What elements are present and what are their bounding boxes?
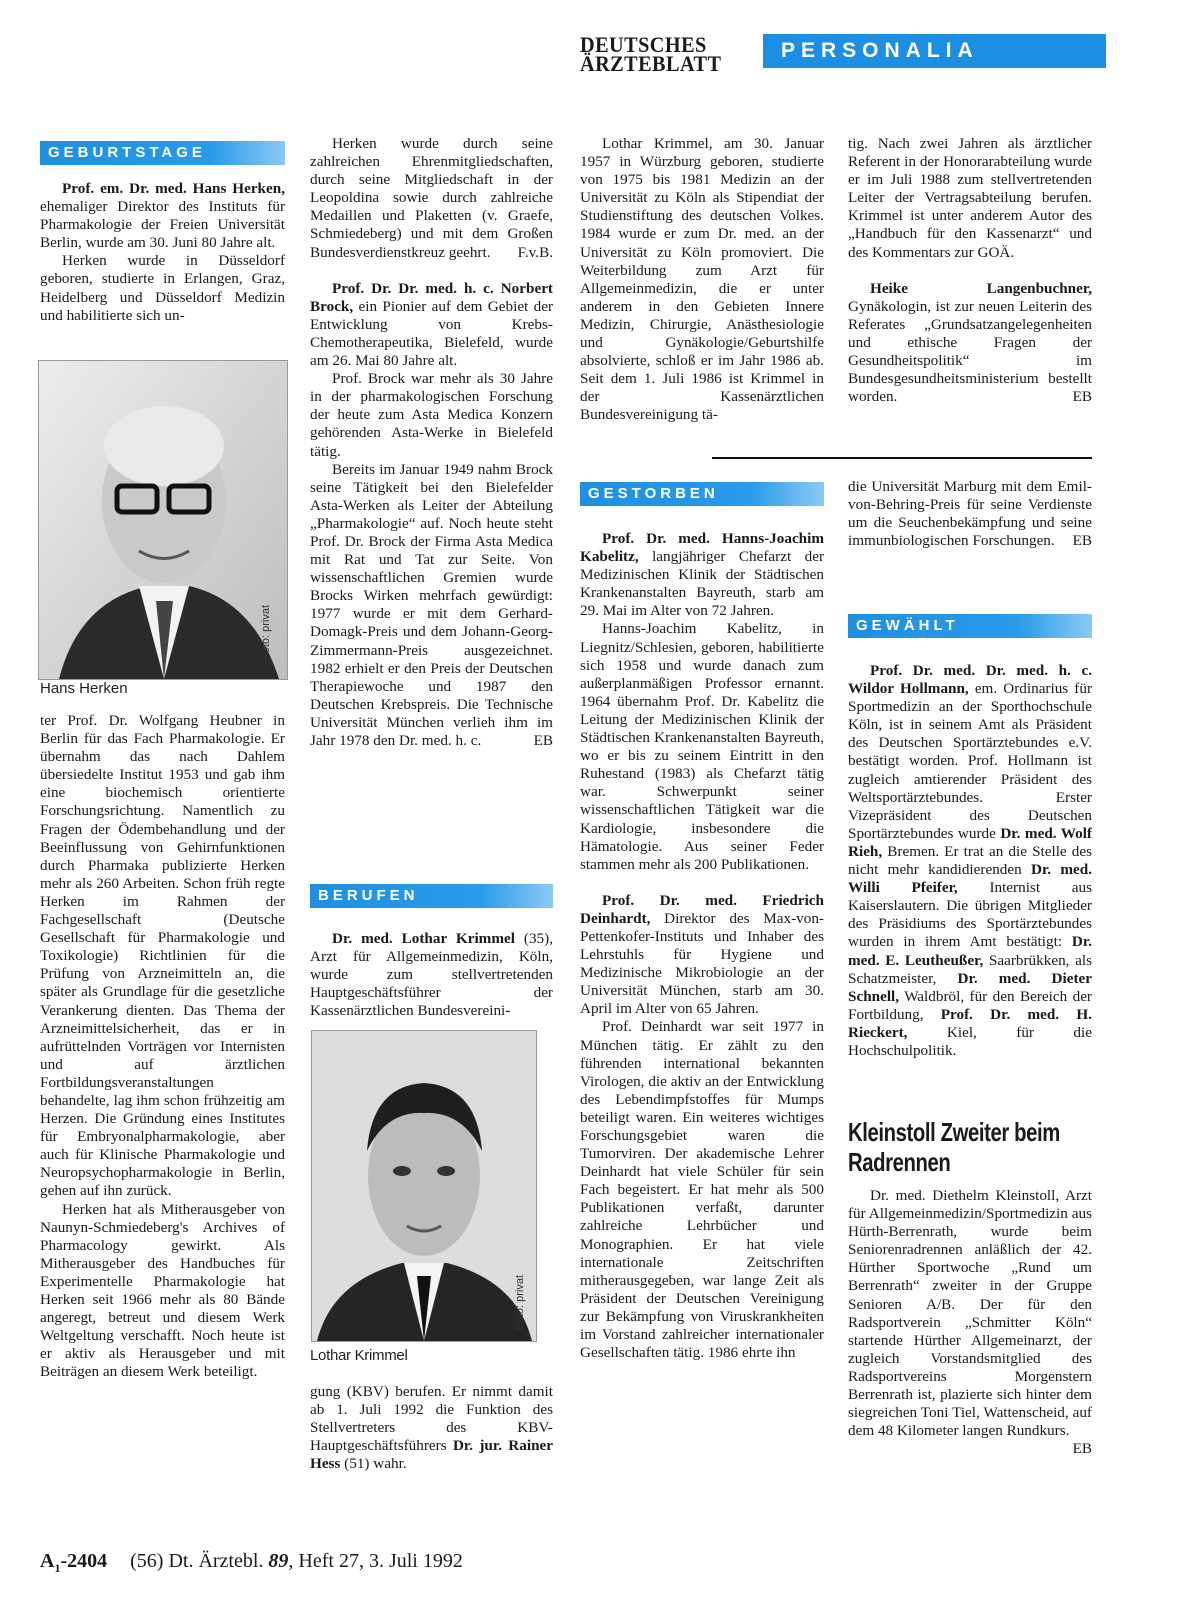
paragraph-text: Direktor des Max-von-Pettenkofer-Instituts und Inhaber des Lehrstuhls für Hygiene und Medizinische Mikrobiologie an der Universität München, starb am 30. April im Alter von 65 Jahren. (580, 909, 824, 1018)
citation-text: , Heft 27, 3. Juli 1992 (288, 1550, 463, 1572)
paragraph: Lothar Krimmel, am 30. Januar 1957 in Würzburg geboren, studierte von 1975 bis 1981 Medizin an der Universität zu Köln als Stipendiat der Studienstiftung des deutschen Volkes. 1984 wurde er zum Dr. med. an der Universität zu Köln promoviert. Die Weiterbildung zum Arzt für Allgemeinmedizin, die er unter anderem in den Gebieten Innere Medizin, Chirurgie, Anästhesiologie und Gynäkologie/Geburtshilfe absolvierte, schloß er im Jahr 1986 ab. Seit dem 1. Juli 1986 ist Krimmel in der Kassenärztlichen Bundesvereinigung tä- (580, 135, 824, 424)
paragraph (580, 530, 824, 620)
paragraph-text: Bremen. Er trat an die Stelle des nicht mehr kandidierenden (848, 842, 1092, 879)
author-signature: EB (533, 732, 553, 749)
paragraph-text: Herken wurde durch seine zahlreichen Ehrenmitgliedschaften, durch seine Mitgliedschaft in der Leopoldina sowie durch zahlreiche Medaillen und Plaketten (v. Graefe, Schmiedeberg) und mit dem Großen Bundesverdienstkreuz geehrt. (310, 135, 553, 261)
person-name: Prof. Dr. med. H. Rieckert, (848, 1005, 1092, 1041)
paragraph-text: Gynäkologin, ist zur neuen Leiterin des Referates „Grundsatzangelegenheiten und ethische Fragen der Gesundheitspolitik“ im Bundesgesundheitsministerium bestellt worden. (848, 297, 1092, 406)
portrait-image (312, 1031, 536, 1341)
divider-rule (712, 457, 1092, 459)
section-label: BERUFEN (318, 887, 419, 904)
paragraph (310, 461, 553, 751)
masthead-line2: ÄRZTEBLATT (580, 51, 722, 76)
person-name: Dr. med. Wolf Rieh, (848, 824, 1092, 860)
person-name: Dr. med. Dieter Schnell, (848, 969, 1093, 1005)
section-bar-berufen (310, 884, 553, 908)
paragraph (310, 280, 553, 370)
paragraph (848, 662, 1092, 1060)
paragraph (310, 1383, 553, 1473)
column-1-bottom (40, 712, 285, 1381)
section-label: GESTORBEN (588, 485, 719, 502)
paragraph (310, 135, 553, 262)
citation-text: (56) Dt. Ärztebl. (130, 1550, 269, 1572)
paragraph: Herken wurde in Düsseldorf geboren, studierte in Erlangen, Graz, Heidelberg und Düsseldorf Medizin und habilitierte sich un- (40, 252, 285, 324)
paragraph (848, 280, 1092, 407)
paragraph: ter Prof. Dr. Wolfgang Heubner in Berlin für das Fach Pharmakologie. Er übernahm das nach Dahlem übersiedelte Institut 1953 und gab ihm eine biochemisch orientierte Forschungsrichtung. Namentlich zu Fragen der Ödembehandlung und der Beeinflussung von Gehirnfunktionen durch Pharmaka publizierte Herken mehr als 260 Arbeiten. Schon früh regte Herken im Rahmen der Fachgesellschaft (Deutsche Gesellschaft für Pharmakologie und Toxikologie) Richtlinien für die Prüfung von Arzneimitteln an, die später als Grundlage für die gesetzliche Verankerung dienten. Das Thema der Arzneimittelsicherheit, das er in aufrüttelnden Vorträgen vor Internisten und auf ärztlichen Fortbildungsveranstaltungen behandelte, lag ihm schon frühzeitig am Herzen. Die Gründung eines Institutes für Embryonalpharmakologie, aber auch für Klinische Pharmakologie und Neuropsychopharmakologie in Berlin, gehen auf ihn zurück. (40, 712, 285, 1200)
paragraph-text: (51) wahr. (340, 1455, 407, 1473)
page-subscript: 1 (54, 1561, 61, 1575)
paragraph: Prof. Deinhardt war seit 1977 in München tätig. Er zählt zu den führenden international bekannten Virologen, die aktiv an der Entwicklung des Lebendimpfstoffes für Mumps beteiligt waren. Ein weiteres wichtiges Forschungsgebiet waren die Tumorviren. Der akademische Lehrer Deinhardt hat viele Schüler für sein Fach begeistert. Er hat mehr als 500 Publikationen verfaßt, darunter zahlreiche Lehrbücher und Monographien. Er hat viele internationale Zeitschriften mitherausgegeben, war lange Zeit als Präsident der Deutschen Vereinigung zur Bekämpfung von Viruskrankheiten im Vorstand zahlreicher internationaler Gesellschaften tätig. 1986 ehrte ihn (580, 1018, 824, 1362)
paragraph (848, 1187, 1092, 1458)
paragraph-text: Bereits im Januar 1949 nahm Brock seine Tätigkeit bei den Bielefelder Asta-Werken als Leiter der Abteilung „Pharmakologie“ auf. Noch heute steht Prof. Dr. Brock der Firma Asta Medica mit Rat und Tat zur Seite. Von wissenschaftlichen Gremien wurde Brocks Wirken mehrfach gewürdigt: 1977 wurde er mit dem Gerhard-Domagk-Preis und dem Johann-Georg-Zimmermann-Preis ausgezeichnet. 1982 erhielt er den Preis der Deutschen Therapiewoche und 1987 den Deutschen Krebspreis. Die Technische Universität München verlieh ihm im Jahr 1978 den Dr. med. h. c. (310, 460, 553, 749)
portrait-image (39, 361, 287, 679)
person-name: Dr. med. Lothar Krimmel (332, 930, 515, 947)
photo-hans-herken (38, 360, 288, 680)
paragraph-text: Saarbrükken, als Schatzmeister, (848, 951, 1093, 987)
paragraph (580, 892, 824, 1019)
column-4-continuation (848, 478, 1092, 550)
section-header-personalia (763, 34, 1106, 68)
author-signature: EB (1072, 388, 1092, 406)
person-name: Dr. jur. Rainer Hess (310, 1437, 553, 1473)
person-name: Dr. med. Willi Pfeifer, (848, 861, 1092, 897)
paragraph-text: gung (KBV) berufen. Er nimmt damit ab 1. Juli 1992 die Funktion des Stellvertreters des KBV-Hauptgeschäftsführers (310, 1383, 553, 1455)
paragraph-text: Waldbröl, für den Bereich der Fortbildung, (848, 987, 1092, 1023)
section-bar-gewaehlt (848, 614, 1092, 638)
article-headline: Kleinstoll Zweiter beim Radrennen (848, 1117, 1060, 1177)
photo-caption: Lothar Krimmel (310, 1347, 408, 1364)
person-name: Prof. Dr. Dr. med. h. c. Norbert Brock, (310, 279, 553, 315)
person-name: Prof. Dr. med. Friedrich Deinhardt, (580, 891, 824, 927)
column-1-top (40, 180, 285, 325)
journal-masthead (580, 32, 722, 76)
column-2-top (310, 135, 553, 750)
person-name: Prof. Dr. med. Dr. med. h. c. Wildor Hollmann, (848, 662, 1092, 698)
person-name: Heike Langenbuchner, (870, 279, 1092, 297)
paragraph-text: die Universität Marburg mit dem Emil-von-Behring-Preis für seine Verdienste um die Seuchenbekämpfung und seine immunbiologischen Forschungen. (848, 478, 1092, 550)
section-header-label: PERSONALIA (781, 39, 979, 62)
masthead-line1: DEUTSCHES (580, 32, 707, 57)
section-bar-gestorben (580, 482, 824, 506)
paragraph-text: Kiel, für die Hochschulpolitik. (848, 1023, 1092, 1059)
paragraph (848, 478, 1092, 550)
paragraph (40, 180, 285, 252)
page-footer (40, 1550, 463, 1576)
paragraph-text: em. Ordinarius für Sportmedizin an der Sporthochschule Köln, ist in seinem Amt als Präsident des Deutschen Sportärztebundes e.V. bestätigt worden. Prof. Hollmann ist zugleich amtierender Präsident des Weltsportärztebundes. Erster Vizepräsident des Deutschen Sportärztebundes wurde (848, 680, 1093, 842)
paragraph: Prof. Brock war mehr als 30 Jahre in der pharmakologischen Forschung der heute zum Asta Medica Konzern gehörenden Asta-Werke in Bielefeld tätig. (310, 370, 553, 460)
person-name: Dr. med. E. Leutheußer, (848, 933, 1092, 969)
paragraph-text: langjähriger Chefarzt der Medizinischen Klinik der Städtischen Krankenanstalten Bayreuth, starb am 29. Mai im Alter von 72 Jahren. (580, 548, 824, 620)
photo-lothar-krimmel (311, 1030, 537, 1342)
paragraph (310, 930, 553, 1020)
paragraph: Hanns-Joachim Kabelitz, in Liegnitz/Schlesien, geboren, habilitierte sich 1958 und wurde danach zum außerplanmäßigen Professor ernannt. 1964 übernahm Prof. Dr. Kabelitz die Leitung der Medizinischen Klinik der Städtischen Krankenanstalten Bayreuth, wo er bis zu seinem Eintritt in den Ruhestand (1983) als Chefarzt tätig war. Schwerpunkt seiner wissenschaftlichen Tätigkeit war die Kardiologie, insbesondere die Hämatologie. Aus seiner Feder stammen mehr als 200 Publikationen. (580, 620, 824, 873)
column-3-top (580, 135, 824, 425)
column-4-bottom (848, 1187, 1092, 1458)
page-number: -2404 (60, 1550, 108, 1572)
paragraph-text: (35), Arzt für Allgemeinmedizin, Köln, wurde zum stellvertretenden Hauptgeschäftsführer der Kassenärztlichen Bundesvereini- (310, 930, 553, 1020)
author-signature: F.v.B. (517, 243, 553, 261)
paragraph-text: ehemaliger Direktor des Instituts für Pharmakologie der Freien Universität Berlin, wurde am 30. Juni 80 Jahre alt. (40, 198, 285, 252)
column-2-middle (310, 930, 553, 1020)
section-label: GEWÄHLT (856, 617, 959, 634)
photo-credit: Foto: privat (514, 1274, 526, 1330)
section-bar-geburtstage (40, 141, 285, 165)
column-3-bottom (580, 530, 824, 1362)
column-4-top (848, 135, 1092, 406)
person-name: Prof. em. Dr. med. Hans Herken, (62, 180, 285, 197)
paragraph-text: Dr. med. Diethelm Kleinstoll, Arzt für Allgemeinmedizin/Sportmedizin aus Hürth-Berrenrath, wurde beim Seniorenradrennen anläßlich der 42. Hürther Sportwoche „Rund um Berrenrath“ zweiter in der Gruppe Senioren A/B. Der für den Radsportverein „Schmitter Köln“ startende Hürther Allgemeinarzt, der zugleich Vorstandsmitglied des Radsportvereins Morgenstern Berrenrath ist, plazierte sich hinter dem siegreichen Toni Tiel, Wattenscheid, auf dem 48 Kilometer langen Rundkurs. (848, 1187, 1092, 1440)
column-2-bottom (310, 1383, 553, 1473)
column-4-middle (848, 662, 1092, 1060)
photo-caption: Hans Herken (40, 680, 128, 697)
paragraph: tig. Nach zwei Jahren als ärztlicher Referent in der Honorarabteilung wurde er im Juli 1988 zum stellvertretenden Leiter der Vertragsabteilung berufen. Krimmel ist unter anderem Autor des „Handbuch für den Kassenarzt“ und des Kommentars zur GOÄ. (848, 135, 1092, 261)
author-signature: EB (1072, 532, 1092, 550)
section-label: GEBURTSTAGE (48, 144, 206, 161)
paragraph-text: ein Pionier auf dem Gebiet der Entwicklung von Krebs-Chemotherapeutika, Bielefeld, wurde am 26. Mai 80 Jahre alt. (310, 297, 553, 370)
person-name: Prof. Dr. med. Hanns-Joachim Kabelitz, (580, 530, 824, 566)
page-prefix: A (40, 1550, 55, 1572)
photo-credit: Foto: privat (260, 604, 272, 660)
paragraph-text: Internist aus Kaiserslautern. Die übrigen Mitglieder des Präsidiums des Sportärztebundes wurden in ihrem Amt bestätigt: (848, 879, 1092, 951)
volume-number: 89 (268, 1550, 289, 1572)
paragraph: Herken hat als Mitherausgeber von Naunyn-Schmiedeberg's Archives of Pharmacology gewirkt. Als Mitherausgeber des Handbuches für Experimentelle Pharmakologie hat Herken seit 1966 mehr als 80 Bände angeregt, betreut und diesem Werk Weltgeltung verschafft. Noch heute ist er aktiv als Herausgeber und mit Beiträgen an diesem Werk beteiligt. (40, 1200, 285, 1381)
author-signature: EB (1072, 1440, 1092, 1458)
